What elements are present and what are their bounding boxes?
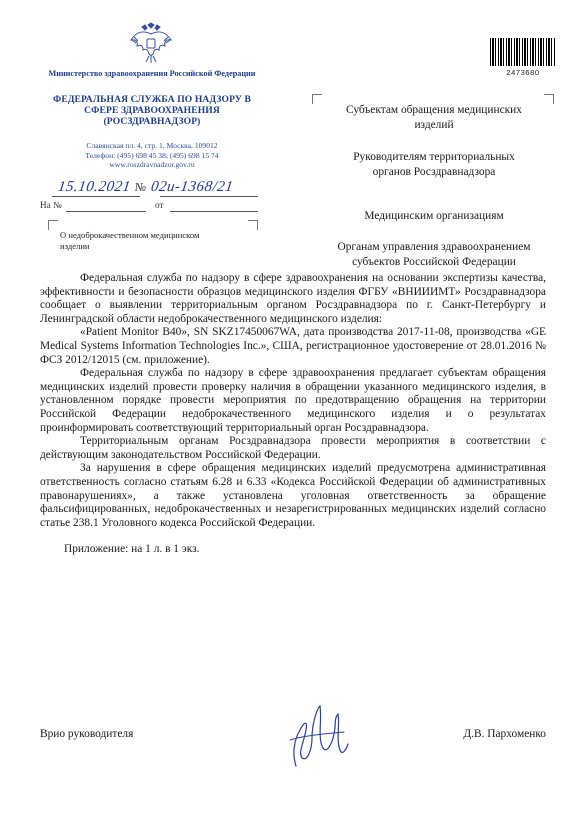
paragraph-proposal: Федеральная служба по надзору в сфере здравоохранения предлагает субъектам обращения медицинских изделий провести проверку наличия в обращении указанного медицинского изделия, в установленном порядке провести мероприятия по предотвращению обращения на территории Российской Федерации недоброкачественного медицинского изделия и о результатах проинформировать соответствующий территориальный орган Росздравнадзора. [40,367,546,434]
reply-number-underline [66,211,146,212]
barcode-number: 2473680 [506,68,540,77]
addressee-2: Руководителям территориальных органов Росздравнадзора [353,151,515,178]
outgoing-registration [57,179,297,196]
handwritten-signature [282,700,352,772]
addressee-1: Субъектам обращения медицинских изделий [346,104,522,131]
addressee-4: Органам управления здравоохранением субъектов Российской Федерации [337,241,531,268]
paragraph-liability: За нарушения в сфере обращения медицинских изделий предусмотрена административная ответственность согласно статьям 6.28 и 6.33 «Кодекса Российской Федерации об административных правонарушениях», а также установлена уголовная ответственность за обращение фальсифицированных, недоброкачественных и незарегистрированных медицинских изделий согласно статье 238.1 Уголовного кодекса Российской Федерации. [40,462,546,529]
subject-corner-right [248,220,258,230]
addressee-3: Медицинским организациям [364,210,504,222]
agency-name: ФЕДЕРАЛЬНАЯ СЛУЖБА ПО НАДЗОРУ В СФЕРЕ ЗДРАВООХРАНЕНИЯ (РОСЗДРАВНАДЗОР) [53,94,251,127]
addressee-corner-left [312,94,322,104]
reply-date-underline [170,211,258,212]
coat-of-arms-emblem [128,22,174,66]
outgoing-number: 02и-1368/21 [149,179,235,195]
date-underline [52,196,140,197]
subject-corner-left [48,220,58,230]
website: www.roszdravnadzor.gov.ru [109,160,195,169]
paragraph-intro: Федеральная служба по надзору в сфере здравоохранения на основании экспертизы качества, эффективности и безопасности образцов медицинского изделия ФГБУ «ВНИИИМТ» Росздравнадзора сообщает о выявлении территориальным органом Росздравнадзора по г. Санкт-Петербургу и Ленинградской области недоброкачественного медицинского изделия: [40,272,546,325]
phone-numbers: Телефон: (495) 698 45 38; (495) 698 15 74 [85,150,219,160]
contacts-block [40,141,264,170]
ministry-name: Министерство здравоохранения Российской Федерации [48,69,256,78]
paragraph-device: «Patient Monitor B40», SN SKZ17450067WA, дата производства 2017-11-08, производства «GE Medical Systems Information Technologies Inc.», США, регистрационное удостоверение от 28.01.2016 № ФСЗ 2012/12015 (см. приложение). [40,326,546,366]
attachment-note: Приложение: на 1 л. в 1 экз. [64,543,200,556]
barcode [490,38,556,66]
reply-date-label: от [155,200,164,210]
reply-number-label: На № [40,200,62,210]
number-sign: № [133,180,148,194]
signatory-name: Д.В. Пархоменко [463,728,546,740]
letter-body [40,272,546,557]
number-underline [160,196,258,197]
subject-line: О недоброкачественном медицинском изделии [60,230,200,251]
paragraph-territorial: Территориальным органам Росздравнадзора провести мероприятия в соответствии с действующим законодательством Российской Федерации. [40,435,546,461]
signatory-position: Врио руководителя [40,728,134,740]
addressee-corner-right [544,94,554,104]
postal-address: Славянская пл. 4, стр. 1, Москва, 109012 [86,141,218,150]
outgoing-date: 15.10.2021 [56,179,132,195]
